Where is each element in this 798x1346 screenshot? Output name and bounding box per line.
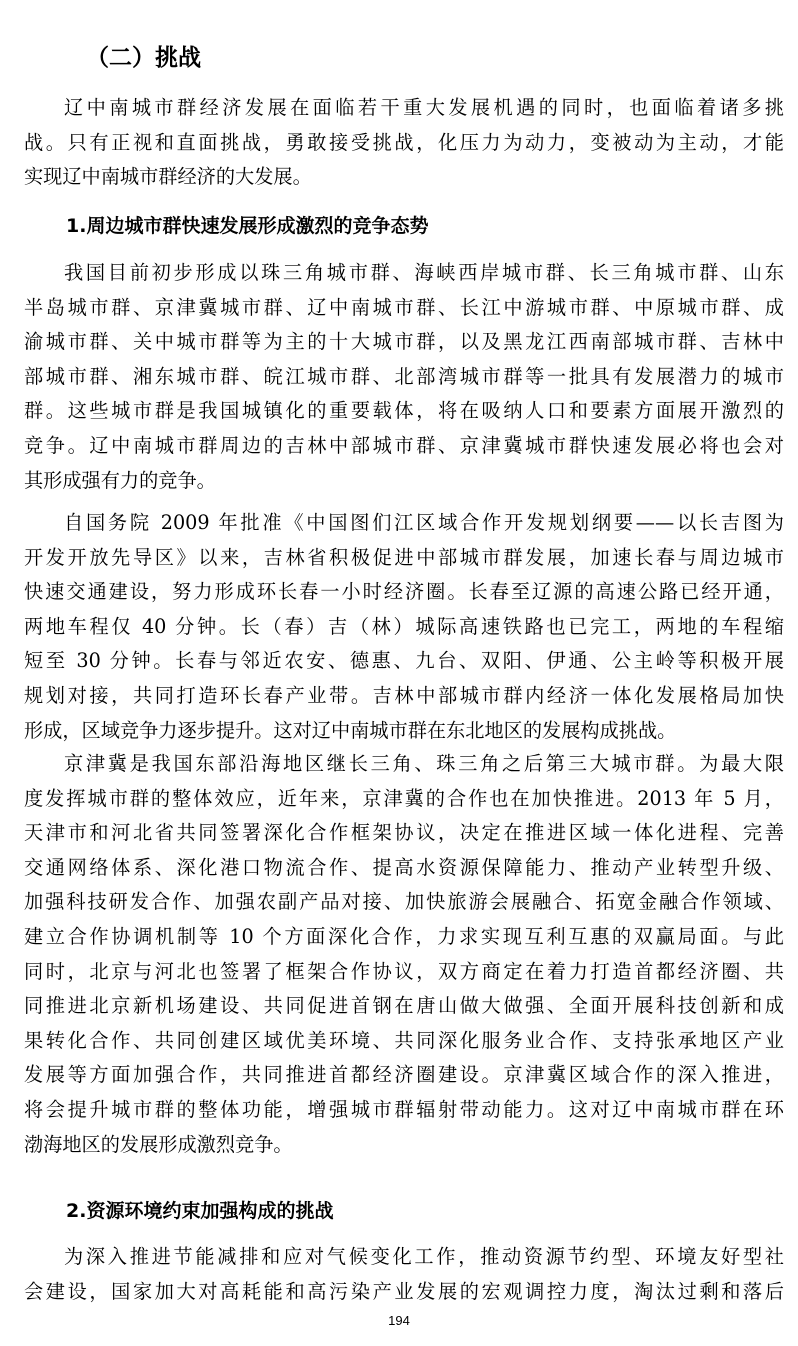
text-line: 京津冀是我国东部沿海地区继长三角、珠三角之后第三大城市群。为最大限 <box>64 752 784 775</box>
text-line: 部城市群、湘东城市群、皖江城市群、北部湾城市群等一批具有发展潜力的城市 <box>24 364 784 388</box>
page-number: 194 <box>388 1313 410 1328</box>
section-title: （二）挑战 <box>86 45 201 71</box>
text-line: 两地车程仅 40 分钟。长（春）吉（林）城际高速铁路也已完工，两地的车程缩 <box>24 614 784 638</box>
text-line: 发展等方面加强合作，共同推进首都经济圈建设。京津冀区域合作的深入推进， <box>24 1063 784 1087</box>
subsection-2-title: 2.资源环境约束加强构成的挑战 <box>66 1200 334 1222</box>
subsection-1-paragraph-2 <box>24 506 784 748</box>
text-line: 会建设，国家加大对高耗能和高污染产业发展的宏观调控力度，淘汰过剩和落后 <box>24 1279 784 1303</box>
text-line: 建立合作协调机制等 10 个方面深化合作，力求实现互利互惠的双赢局面。与此 <box>24 924 784 948</box>
text-line: 同推进北京新机场建设、共同促进首钢在唐山做大做强、全面开展科技创新和成 <box>24 994 784 1018</box>
text-line: 竞争。辽中南城市群周边的吉林中部城市群、京津冀城市群快速发展必将也会对 <box>24 433 784 457</box>
text-line: 果转化合作、共同创建区域优美环境、共同深化服务业合作、支持张承地区产业 <box>24 1028 784 1052</box>
text-line: 渝城市群、关中城市群等为主的十大城市群，以及黑龙江西南部城市群、吉林中 <box>24 330 784 354</box>
text-line: 辽中南城市群经济发展在面临若干重大发展机遇的同时，也面临着诸多挑 <box>64 96 784 119</box>
text-line: 快速交通建设，努力形成环长春一小时经济圈。长春至辽源的高速公路已经开通， <box>24 580 784 604</box>
subsection-1-paragraph-3 <box>24 747 784 1162</box>
text-line: 将会提升城市群的整体功能，增强城市群辐射带动能力。这对辽中南城市群在环 <box>24 1097 784 1121</box>
subsection-1-title: 1.周边城市群快速发展形成激烈的竞争态势 <box>66 215 429 237</box>
subsection-1-paragraph-1 <box>24 256 784 498</box>
text-line: 半岛城市群、京津冀城市群、辽中南城市群、长江中游城市群、中原城市群、成 <box>24 295 784 319</box>
text-line: 加强科技研发合作、加强农副产品对接、加快旅游会展融合、拓宽金融合作领域、 <box>24 890 784 914</box>
text-line: 天津市和河北省共同签署深化合作框架协议，决定在推进区域一体化进程、完善 <box>24 821 784 845</box>
text-line: 实现辽中南城市群经济的大发展。 <box>24 165 312 189</box>
text-line: 规划对接，共同打造环长春产业带。吉林中部城市群内经济一体化发展格局加快 <box>24 683 784 707</box>
text-line: 开发开放先导区》以来，吉林省积极促进中部城市群发展，加速长春与周边城市 <box>24 545 784 569</box>
text-line: 形成，区域竞争力逐步提升。这对辽中南城市群在东北地区的发展构成挑战。 <box>24 718 677 742</box>
subsection-2-paragraph-1 <box>24 1240 784 1309</box>
text-line: 为深入推进节能减排和应对气候变化工作，推动资源节约型、环境友好型社 <box>64 1245 784 1268</box>
text-line: 群。这些城市群是我国城镇化的重要载体，将在吸纳人口和要素方面展开激烈的 <box>24 399 784 423</box>
text-line: 战。只有正视和直面挑战，勇敢接受挑战，化压力为动力，变被动为主动，才能 <box>24 130 784 154</box>
text-line: 我国目前初步形成以珠三角城市群、海峡西岸城市群、长三角城市群、山东 <box>64 261 784 284</box>
text-line: 同时，北京与河北也签署了框架合作协议，双方商定在着力打造首都经济圈、共 <box>24 959 784 983</box>
text-line: 自国务院 2009 年批准《中国图们江区域合作开发规划纲要——以长吉图为 <box>64 511 784 534</box>
text-line: 短至 30 分钟。长春与邻近农安、德惠、九台、双阳、伊通、公主岭等积极开展 <box>24 649 784 673</box>
intro-paragraph <box>24 91 784 195</box>
text-line: 其形成强有力的竞争。 <box>24 468 216 492</box>
text-line: 交通网络体系、深化港口物流合作、提高水资源保障能力、推动产业转型升级、 <box>24 855 784 879</box>
text-line: 渤海地区的发展形成激烈竞争。 <box>24 1132 293 1156</box>
text-line: 度发挥城市群的整体效应，近年来，京津冀的合作也在加快推进。2013 年 5 月， <box>24 786 784 810</box>
